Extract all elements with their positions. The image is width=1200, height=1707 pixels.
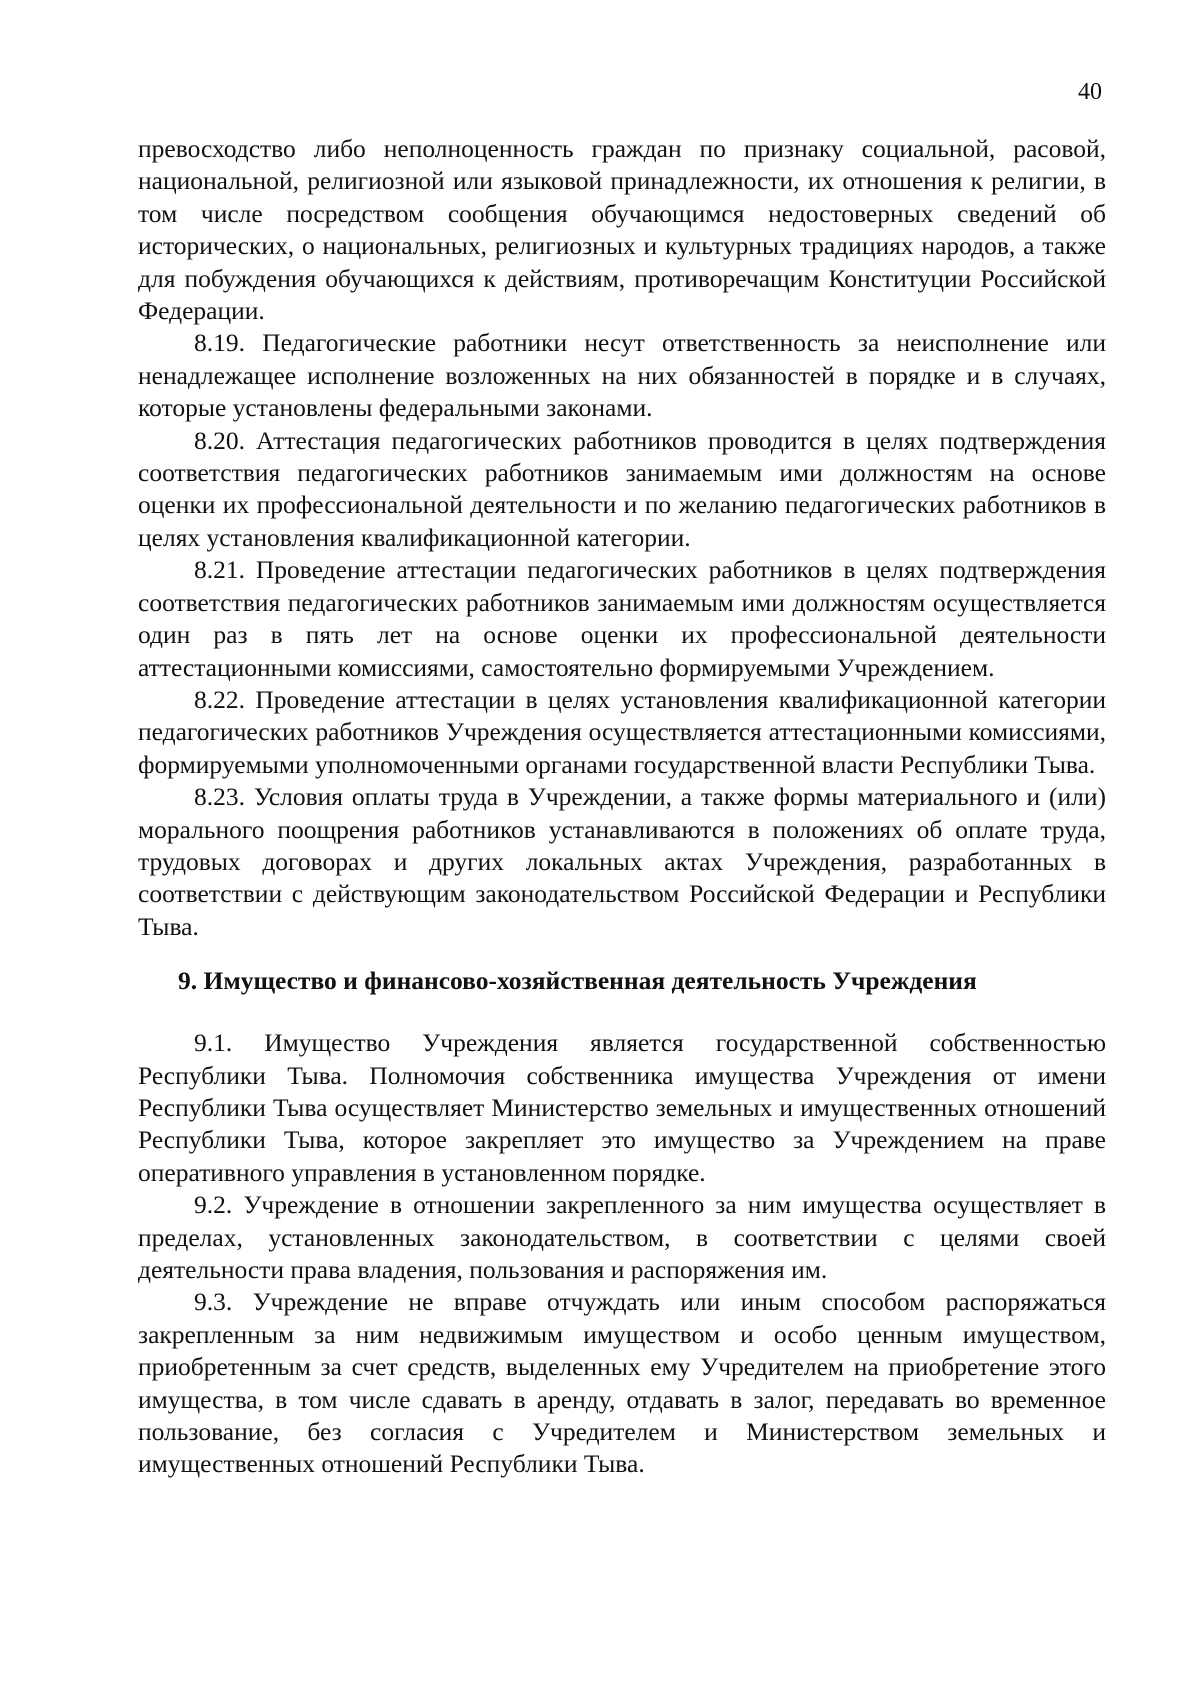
document-text: [138, 133, 1106, 1481]
paragraph-8-20: 8.20. Аттестация педагогических работников проводится в целях подтверждения соответствия педагогических работников занимаемым ими должностям на основе оценки их профессиональной деятельности и по желанию педагогических работников в целях установления квалификационной категории.: [138, 425, 1106, 552]
paragraph-9-1: 9.1. Имущество Учреждения является государственной собственностью Республики Тыва. Полномочия собственника имущества Учреждения от имени Республики Тыва осуществляет Министерство земельных и имущественных отношений Республики Тыва, которое закрепляет это имущество за Учреждением на праве оперативного управления в установленном порядке.: [138, 1028, 1106, 1187]
paragraph-continuation: превосходство либо неполноценность граждан по признаку социальной, расовой, национальной, религиозной или языковой принадлежности, их отношения к религии, в том числе посредством сообщения обучающимся недостоверных сведений об исторических, о национальных, религиозных и культурных традициях народов, а также для побуждения обучающихся к действиям, противоречащим Конституции Российской Федерации.: [138, 134, 1106, 326]
paragraph-8-21: 8.21. Проведение аттестации педагогических работников в целях подтверждения соответствия педагогических работников занимаемым ими должностям осуществляется один раз в пять лет на основе оценки их профессиональной деятельности аттестационными комиссиями, самостоятельно формируемыми Учреждением.: [138, 555, 1106, 682]
paragraph-8-23: 8.23. Условия оплаты труда в Учреждении, а также формы материального и (или) морального поощрения работников устанавливаются в положениях об оплате труда, трудовых договорах и других локальных актах Учреждения, разработанных в соответствии с действующим законодательством Российской Федерации и Республики Тыва.: [138, 782, 1106, 941]
paragraph-9-3: 9.3. Учреждение не вправе отчуждать или иным способом распоряжаться закрепленным за ним недвижимым имуществом и особо ценным имуществом, приобретенным за счет средств, выделенных ему Учредителем на приобретение этого имущества, в том числе сдавать в аренду, отдавать в залог, передавать во временное пользование, без согласия с Учредителем и Министерством земельных и имущественных отношений Республики Тыва.: [138, 1287, 1106, 1479]
page-number: 40: [1078, 79, 1102, 105]
paragraph-9-2: 9.2. Учреждение в отношении закрепленного за ним имущества осуществляет в пределах, установленных законодательством, в соответствии с целями своей деятельности права владения, пользования и распоряжения им.: [138, 1190, 1106, 1284]
section-heading: 9. Имущество и финансово-хозяйственная деятельность Учреждения: [178, 966, 977, 996]
paragraph-8-22: 8.22. Проведение аттестации в целях установления квалификационной категории педагогических работников Учреждения осуществляется аттестационными комиссиями, формируемыми уполномоченными органами государственной власти Республики Тыва.: [138, 684, 1106, 779]
paragraph-8-19: 8.19. Педагогические работники несут ответственность за неисполнение или ненадлежащее исполнение возложенных на них обязанностей в порядке и в случаях, которые установлены федеральными законами.: [138, 328, 1106, 423]
